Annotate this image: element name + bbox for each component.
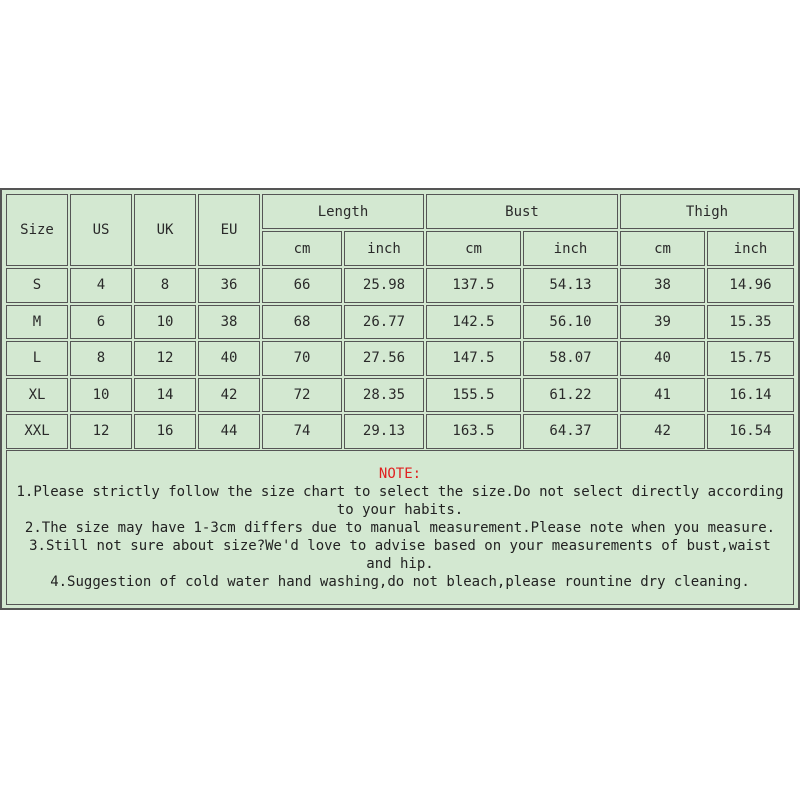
cell-bust-inch: 58.07 <box>523 341 618 376</box>
cell-thigh-inch: 16.54 <box>707 414 794 449</box>
header-length: Length <box>262 194 424 229</box>
cell-eu: 40 <box>198 341 260 376</box>
header-size: Size <box>6 194 68 266</box>
cell-eu: 36 <box>198 268 260 303</box>
header-thigh-inch: inch <box>707 231 794 266</box>
cell-size: XL <box>6 378 68 413</box>
cell-us: 8 <box>70 341 132 376</box>
cell-thigh-inch: 15.35 <box>707 305 794 340</box>
cell-us: 6 <box>70 305 132 340</box>
cell-uk: 8 <box>134 268 196 303</box>
header-bust-cm: cm <box>426 231 521 266</box>
cell-bust-inch: 64.37 <box>523 414 618 449</box>
header-bust-inch: inch <box>523 231 618 266</box>
cell-uk: 14 <box>134 378 196 413</box>
cell-uk: 16 <box>134 414 196 449</box>
note-line-2: 2.The size may have 1-3cm differs due to manual measurement.Please note when you measure. <box>24 520 776 536</box>
cell-length-cm: 70 <box>262 341 342 376</box>
cell-thigh-cm: 40 <box>620 341 705 376</box>
cell-eu: 38 <box>198 305 260 340</box>
cell-thigh-cm: 41 <box>620 378 705 413</box>
header-thigh-cm: cm <box>620 231 705 266</box>
cell-us: 12 <box>70 414 132 449</box>
header-thigh: Thigh <box>620 194 794 229</box>
cell-bust-inch: 61.22 <box>523 378 618 413</box>
cell-size: S <box>6 268 68 303</box>
cell-bust-cm: 155.5 <box>426 378 521 413</box>
cell-us: 10 <box>70 378 132 413</box>
cell-length-inch: 29.13 <box>344 414 424 449</box>
cell-bust-inch: 54.13 <box>523 268 618 303</box>
cell-length-inch: 26.77 <box>344 305 424 340</box>
cell-thigh-inch: 16.14 <box>707 378 794 413</box>
header-length-cm: cm <box>262 231 342 266</box>
note-line-3: 3.Still not sure about size?We'd love to advise based on your measurements of bust,waist and hip. <box>29 538 771 572</box>
cell-length-cm: 72 <box>262 378 342 413</box>
cell-length-cm: 66 <box>262 268 342 303</box>
cell-thigh-inch: 14.96 <box>707 268 794 303</box>
note-line-4: 4.Suggestion of cold water hand washing,do not bleach,please rountine dry cleaning. <box>50 574 750 590</box>
cell-eu: 42 <box>198 378 260 413</box>
header-length-inch: inch <box>344 231 424 266</box>
header-uk: UK <box>134 194 196 266</box>
note-title: NOTE: <box>378 466 422 482</box>
cell-length-cm: 74 <box>262 414 342 449</box>
cell-thigh-cm: 39 <box>620 305 705 340</box>
cell-bust-cm: 137.5 <box>426 268 521 303</box>
cell-thigh-cm: 42 <box>620 414 705 449</box>
cell-length-cm: 68 <box>262 305 342 340</box>
note-line-1: 1.Please strictly follow the size chart to select the size.Do not select directly according to your habits. <box>16 484 784 518</box>
note-box <box>6 450 794 605</box>
cell-bust-cm: 147.5 <box>426 341 521 376</box>
cell-us: 4 <box>70 268 132 303</box>
cell-thigh-cm: 38 <box>620 268 705 303</box>
cell-size: XXL <box>6 414 68 449</box>
cell-bust-cm: 163.5 <box>426 414 521 449</box>
cell-bust-cm: 142.5 <box>426 305 521 340</box>
cell-bust-inch: 56.10 <box>523 305 618 340</box>
cell-length-inch: 28.35 <box>344 378 424 413</box>
header-us: US <box>70 194 132 266</box>
cell-length-inch: 25.98 <box>344 268 424 303</box>
cell-uk: 12 <box>134 341 196 376</box>
header-eu: EU <box>198 194 260 266</box>
cell-size: L <box>6 341 68 376</box>
cell-uk: 10 <box>134 305 196 340</box>
cell-size: M <box>6 305 68 340</box>
cell-length-inch: 27.56 <box>344 341 424 376</box>
cell-thigh-inch: 15.75 <box>707 341 794 376</box>
header-bust: Bust <box>426 194 618 229</box>
cell-eu: 44 <box>198 414 260 449</box>
